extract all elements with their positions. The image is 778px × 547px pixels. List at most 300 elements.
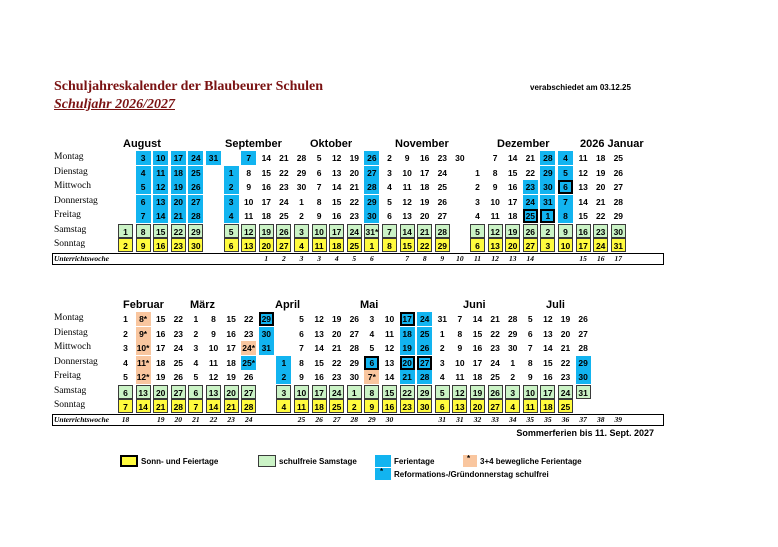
calendar-day-cell: 8	[558, 209, 573, 223]
calendar-day-cell: 18	[595, 153, 606, 163]
teaching-week-number: 17	[614, 253, 623, 263]
teaching-week-number: 3	[317, 253, 321, 263]
teaching-week-number: 31	[438, 414, 447, 424]
weekday-label: Samstag	[54, 224, 87, 235]
calendar-day-cell: 5	[470, 224, 485, 238]
calendar-day-cell: 14	[384, 372, 395, 382]
teaching-week-number: 14	[526, 253, 535, 263]
calendar-day-cell: 21	[525, 153, 536, 163]
teaching-week-number: 28	[350, 414, 359, 424]
legend-label-reformation: Reformations-/Gründonnerstag schulfrei	[394, 470, 549, 479]
legend-mark-bewegliche: *	[467, 454, 471, 463]
weekday-label: Donnerstag	[54, 356, 98, 367]
calendar-day-cell: 1	[224, 166, 239, 180]
calendar-day-cell: 12	[452, 385, 467, 399]
calendar-day-cell: 26	[613, 167, 624, 178]
calendar-day-cell: 27	[578, 328, 588, 339]
calendar-day-cell: 4	[193, 357, 199, 368]
calendar-day-cell: 26	[349, 314, 360, 324]
calendar-day-cell: 20	[470, 399, 485, 413]
calendar-day-cell: 22	[349, 196, 360, 207]
calendar-day-cell: 14	[314, 343, 324, 353]
calendar-day-cell: 24	[329, 385, 344, 399]
calendar-day-cell: 19	[470, 385, 485, 399]
calendar-day-cell: 25*	[242, 357, 256, 368]
calendar-day-cell: 8	[364, 385, 379, 399]
calendar-day-cell: 8	[246, 167, 252, 178]
calendar-day-cell: 3	[193, 343, 199, 353]
teaching-week-number: 8	[422, 253, 427, 263]
calendar-day-cell: 7	[316, 182, 322, 192]
calendar-day-cell: 23	[593, 224, 608, 238]
calendar-day-cell: 20	[153, 385, 168, 399]
calendar-day-cell: 12	[314, 314, 324, 324]
calendar-day-cell: 17	[540, 385, 555, 399]
calendar-day-cell: 7	[241, 151, 256, 165]
calendar-day-cell: 24	[490, 357, 500, 368]
calendar-day-cell: 10	[490, 196, 500, 207]
calendar-day-cell: 2	[118, 238, 133, 252]
calendar-day-cell: 18	[171, 166, 186, 180]
calendar-day-cell: 16	[226, 328, 236, 339]
calendar-day-cell: 19	[171, 180, 186, 194]
calendar-day-cell: 15	[226, 314, 236, 324]
calendar-day-cell: 27	[241, 385, 256, 399]
calendar-day-cell: 7	[558, 195, 573, 209]
calendar-day-cell: 11*	[136, 357, 150, 368]
calendar-day-cell: 2	[475, 182, 480, 192]
calendar-day-cell: 22	[331, 357, 342, 368]
calendar-day-cell: 16	[507, 182, 518, 192]
calendar-day-cell: 12	[488, 224, 503, 238]
teaching-week-number: 10	[456, 253, 464, 263]
calendar-day-cell: 2	[224, 180, 239, 194]
grid-line	[52, 253, 53, 265]
calendar-day-cell: 27	[613, 182, 624, 192]
month-label: Dezember	[497, 138, 550, 150]
calendar-day-cell: 10	[153, 151, 168, 165]
calendar-day-cell: 1	[276, 356, 291, 370]
calendar-day-cell: 23	[523, 180, 538, 194]
teaching-week-number: 11	[473, 253, 482, 263]
calendar-day-cell: 22	[525, 167, 536, 178]
calendar-day-cell: 30	[417, 399, 432, 413]
calendar-day-cell: 28	[540, 151, 555, 165]
calendar-day-cell: 24	[593, 238, 608, 252]
calendar-day-cell: 2	[123, 328, 128, 339]
calendar-day-cell: 31*	[364, 224, 379, 238]
teaching-week-number: 18	[121, 414, 130, 424]
teaching-week-number: 35	[526, 414, 535, 424]
grid-line	[52, 425, 664, 426]
teaching-week-number: 37	[579, 414, 587, 424]
calendar-day-cell: 27	[364, 166, 379, 180]
calendar-day-cell: 30	[364, 209, 379, 223]
calendar-day-cell: 30	[455, 153, 465, 163]
calendar-day-cell: 18	[312, 399, 327, 413]
calendar-day-cell: 26	[243, 372, 254, 382]
calendar-day-cell: 29	[613, 211, 624, 221]
calendar-day-cell: 17	[226, 343, 236, 353]
month-label: Februar	[123, 299, 164, 311]
weekday-label: Sonntag	[54, 239, 86, 249]
calendar-day-cell: 31	[611, 238, 626, 252]
calendar-day-cell: 23	[173, 328, 184, 339]
calendar-day-cell: 4	[505, 399, 520, 413]
teaching-week-number: 19	[156, 414, 165, 424]
calendar-day-cell: 2	[439, 343, 445, 353]
calendar-day-cell: 26	[173, 372, 184, 382]
calendar-day-cell: 28	[507, 314, 518, 324]
calendar-day-cell: 18	[540, 399, 555, 413]
calendar-day-cell: 31	[576, 385, 591, 399]
weekday-label: Donnerstag	[54, 195, 98, 206]
calendar-day-cell: 14	[472, 314, 483, 324]
calendar-day-cell: 13	[488, 238, 503, 252]
calendar-day-cell: 11	[402, 182, 412, 192]
calendar-day-cell: 24*	[242, 343, 256, 353]
calendar-day-cell: 26	[578, 314, 588, 324]
weekday-label: Sonntag	[54, 400, 86, 410]
calendar-day-cell: 23	[400, 399, 415, 413]
calendar-day-cell: 30	[296, 182, 307, 192]
calendar-day-cell: 27	[523, 238, 538, 252]
calendar-day-cell: 5	[435, 385, 450, 399]
calendar-day-cell: 16	[472, 343, 483, 353]
calendar-day-cell: 9	[492, 182, 498, 192]
calendar-day-cell: 1	[123, 314, 128, 324]
month-label: Juli	[546, 299, 565, 311]
teaching-week-number: 15	[579, 253, 587, 263]
calendar-day-cell: 11	[385, 328, 394, 339]
calendar-day-cell: 4	[224, 209, 239, 223]
calendar-day-cell: 13	[543, 328, 553, 339]
calendar-day-cell: 11	[312, 238, 327, 252]
calendar-day-cell: 8	[299, 357, 304, 368]
calendar-day-cell: 11	[455, 372, 465, 382]
calendar-day-cell: 16	[382, 399, 397, 413]
calendar-day-cell: 21	[331, 343, 342, 353]
calendar-day-cell: 29	[576, 356, 591, 370]
calendar-day-cell: 19	[349, 153, 360, 163]
calendar-day-cell: 12	[241, 224, 256, 238]
calendar-day-cell: 15	[507, 167, 518, 178]
teaching-week-number: 20	[174, 414, 183, 424]
calendar-day-cell: 7*	[364, 370, 379, 384]
calendar-day-cell: 13	[402, 211, 412, 221]
calendar-day-cell: 13	[241, 238, 256, 252]
calendar-day-cell: 24	[188, 151, 203, 165]
calendar-day-cell: 5	[136, 180, 151, 194]
calendar-day-cell: 19	[259, 224, 274, 238]
calendar-day-cell: 15	[400, 238, 415, 252]
calendar-day-cell: 8*	[136, 312, 151, 326]
calendar-day-cell: 13	[153, 195, 168, 209]
calendar-day-cell: 16	[314, 372, 324, 382]
calendar-day-cell: 9	[136, 238, 151, 252]
calendar-day-cell: 17	[261, 196, 272, 207]
calendar-day-cell: 24	[523, 195, 538, 209]
calendar-day-cell: 24	[437, 167, 448, 178]
calendar-day-cell: 15	[153, 224, 168, 238]
calendar-day-cell: 26	[488, 385, 503, 399]
calendar-day-cell: 15	[261, 167, 272, 178]
calendar-day-cell: 23	[331, 372, 342, 382]
calendar-day-cell: 15	[382, 385, 397, 399]
calendar-day-cell: 17	[400, 312, 415, 326]
teaching-week-number: 35	[544, 414, 552, 424]
calendar-day-cell: 27	[437, 211, 448, 221]
calendar-day-cell: 11	[523, 399, 538, 413]
calendar-day-cell: 3	[294, 224, 309, 238]
calendar-day-cell: 13	[578, 182, 588, 192]
calendar-day-cell: 19	[400, 341, 415, 355]
weekday-label: Samstag	[54, 385, 87, 396]
calendar-day-cell: 31	[206, 151, 221, 165]
month-label: September	[225, 138, 282, 150]
calendar-day-cell: 17	[155, 343, 166, 353]
calendar-day-cell: 10	[558, 238, 573, 252]
calendar-day-cell: 6	[527, 328, 533, 339]
teaching-week-number: 33	[491, 414, 499, 424]
calendar-day-cell: 1	[118, 224, 133, 238]
calendar-day-cell: 9	[211, 328, 216, 339]
calendar-day-cell: 24	[173, 343, 184, 353]
calendar-day-cell: 7	[382, 224, 397, 238]
calendar-day-cell: 22	[400, 385, 415, 399]
calendar-day-cell: 6	[188, 385, 203, 399]
calendar-day-cell: 19	[155, 372, 166, 382]
calendar-day-cell: 4	[294, 238, 309, 252]
calendar-day-cell: 22	[417, 238, 432, 252]
calendar-day-cell: 10	[243, 196, 254, 207]
calendar-day-cell: 5	[387, 196, 392, 207]
calendar-day-cell: 23	[279, 182, 289, 192]
calendar-day-cell: 17	[507, 196, 518, 207]
calendar-day-cell: 1	[364, 238, 379, 252]
calendar-day-cell: 17	[312, 385, 327, 399]
calendar-day-cell: 2	[387, 153, 392, 163]
calendar-day-cell: 21	[349, 182, 360, 192]
calendar-day-cell: 4	[276, 399, 291, 413]
teaching-week-number: 32	[473, 414, 482, 424]
calendar-day-cell: 19	[505, 224, 520, 238]
calendar-day-cell: 6	[364, 356, 379, 370]
calendar-day-cell: 3	[540, 238, 555, 252]
calendar-day-cell: 25	[437, 182, 448, 192]
legend-label-ferientage: Ferientage	[394, 457, 435, 466]
teaching-week-number: 31	[456, 414, 464, 424]
calendar-day-cell: 26	[437, 196, 448, 207]
month-label: März	[190, 299, 216, 311]
calendar-day-cell: 21	[400, 370, 415, 384]
calendar-day-cell: 17	[171, 151, 186, 165]
calendar-day-cell: 28	[171, 399, 186, 413]
calendar-day-cell: 4	[439, 372, 445, 382]
teaching-week-number: 24	[244, 414, 253, 424]
calendar-day-cell: 28	[435, 224, 450, 238]
teaching-week-number: 3	[299, 253, 304, 263]
calendar-day-cell: 21	[417, 224, 432, 238]
calendar-day-cell: 14	[206, 399, 221, 413]
month-label: April	[275, 299, 301, 311]
calendar-day-cell: 26	[523, 224, 538, 238]
calendar-day-cell: 26	[417, 341, 432, 355]
calendar-day-cell: 7	[118, 399, 133, 413]
calendar-day-cell: 12*	[136, 372, 150, 382]
calendar-day-cell: 30	[576, 370, 591, 384]
calendar-day-cell: 30	[540, 180, 555, 194]
calendar-day-cell: 9*	[136, 327, 151, 341]
calendar-day-cell: 26	[188, 180, 203, 194]
teaching-week-number: 4	[334, 253, 339, 263]
calendar-day-cell: 11	[209, 357, 218, 368]
calendar-day-cell: 10	[312, 224, 327, 238]
calendar-day-cell: 28	[188, 209, 203, 223]
calendar-day-cell: 7	[136, 209, 151, 223]
calendar-day-cell: 14	[331, 182, 342, 192]
calendar-day-cell: 19	[595, 167, 606, 178]
calendar-day-cell: 3	[439, 357, 445, 368]
legend-label-bewegliche: 3+4 bewegliche Ferientage	[480, 457, 582, 466]
calendar-day-cell: 21	[224, 399, 239, 413]
calendar-day-cell: 17	[329, 224, 344, 238]
calendar-day-cell: 8	[457, 328, 463, 339]
calendar-day-cell: 8	[492, 167, 498, 178]
calendar-day-cell: 6	[136, 195, 151, 209]
calendar-day-cell: 5	[299, 314, 304, 324]
calendar-day-cell: 9	[364, 399, 379, 413]
calendar-day-cell: 16	[331, 211, 342, 221]
school-year-subtitle: Schuljahr 2026/2027	[54, 97, 175, 112]
calendar-day-cell: 10	[208, 343, 219, 353]
calendar-day-cell: 21	[595, 196, 606, 207]
legend-label-feiertage: Sonn- und Feiertage	[141, 457, 219, 466]
teaching-week-number: 7	[405, 253, 409, 263]
calendar-day-cell: 30	[188, 238, 203, 252]
calendar-day-cell: 21	[171, 209, 186, 223]
calendar-day-cell: 25	[523, 209, 538, 223]
teaching-week-number: 23	[227, 414, 235, 424]
calendar-day-cell: 4	[387, 182, 392, 192]
teaching-week-number: 39	[614, 414, 623, 424]
calendar-day-cell: 9	[404, 153, 410, 163]
calendar-day-cell: 20	[259, 238, 274, 252]
calendar-day-cell: 15	[472, 328, 483, 339]
calendar-day-cell: 5	[316, 153, 322, 163]
calendar-day-cell: 10	[523, 385, 538, 399]
calendar-day-cell: 14	[261, 153, 272, 163]
calendar-day-cell: 30	[507, 343, 518, 353]
calendar-day-cell: 3	[505, 385, 520, 399]
calendar-day-cell: 18	[400, 327, 415, 341]
calendar-day-cell: 12	[578, 167, 588, 178]
calendar-day-cell: 3	[224, 195, 239, 209]
calendar-day-cell: 12	[402, 196, 412, 207]
calendar-day-cell: 4	[123, 357, 128, 368]
teaching-week-number: 6	[370, 253, 374, 263]
calendar-day-cell: 5	[224, 224, 239, 238]
weekday-label: Freitag	[54, 210, 81, 220]
calendar-day-cell: 12	[543, 314, 553, 324]
calendar-day-cell: 11	[153, 166, 168, 180]
calendar-day-cell: 4	[475, 211, 480, 221]
calendar-day-cell: 23	[437, 153, 448, 163]
calendar-day-cell: 24	[347, 224, 362, 238]
calendar-day-cell: 28	[417, 370, 432, 384]
calendar-day-cell: 21	[490, 314, 500, 324]
calendar-day-cell: 23	[243, 328, 254, 339]
legend-swatch-samstage	[258, 455, 276, 467]
month-label: August	[123, 138, 161, 150]
calendar-day-cell: 14	[578, 196, 588, 207]
calendar-day-cell: 8	[382, 238, 397, 252]
calendar-day-cell: 5	[558, 166, 573, 180]
calendar-day-cell: 1	[347, 385, 362, 399]
calendar-day-cell: 23	[171, 238, 186, 252]
calendar-day-cell: 8	[136, 224, 151, 238]
calendar-day-cell: 18	[472, 372, 483, 382]
weekday-label: Montag	[54, 152, 84, 162]
calendar-day-cell: 18	[329, 238, 344, 252]
calendar-day-cell: 16	[155, 328, 166, 339]
calendar-day-cell: 13	[136, 385, 151, 399]
calendar-day-cell: 11	[244, 211, 254, 221]
calendar-day-cell: 16	[419, 153, 430, 163]
calendar-day-cell: 5	[369, 343, 375, 353]
calendar-day-cell: 27	[349, 328, 360, 339]
teaching-week-label: Unterrichtswoche	[54, 253, 110, 263]
calendar-day-cell: 29	[417, 385, 432, 399]
calendar-day-cell: 16	[261, 182, 272, 192]
calendar-day-cell: 23	[490, 343, 500, 353]
calendar-day-cell: 25	[173, 357, 184, 368]
calendar-day-cell: 29	[259, 312, 274, 326]
calendar-day-cell: 14	[153, 209, 168, 223]
month-label: November	[395, 138, 449, 150]
grid-line	[52, 264, 664, 265]
calendar-day-cell: 20	[331, 328, 342, 339]
calendar-day-cell: 15	[155, 314, 166, 324]
calendar-day-cell: 20	[595, 182, 606, 192]
calendar-day-cell: 2	[193, 328, 199, 339]
teaching-week-number: 21	[192, 414, 200, 424]
teaching-week-number: 9	[440, 253, 445, 263]
calendar-day-cell: 24	[417, 312, 432, 326]
calendar-day-cell: 1	[439, 328, 445, 339]
calendar-day-cell: 4	[136, 166, 151, 180]
teaching-week-label: Unterrichtswoche	[54, 414, 110, 424]
calendar-day-cell: 1	[510, 357, 516, 368]
calendar-day-cell: 28	[296, 153, 307, 163]
calendar-day-cell: 6	[558, 180, 573, 194]
calendar-day-cell: 25	[347, 238, 362, 252]
calendar-day-cell: 4	[369, 328, 375, 339]
calendar-day-cell: 5	[193, 372, 199, 382]
month-label: Oktober	[310, 138, 353, 150]
calendar-day-cell: 29	[364, 195, 379, 209]
calendar-day-cell: 19	[419, 196, 430, 207]
calendar-day-cell: 21	[560, 343, 571, 353]
calendar-day-cell: 8	[211, 314, 216, 324]
calendar-day-cell: 19	[331, 314, 342, 324]
calendar-day-cell: 17	[419, 167, 430, 178]
calendar-day-cell: 17	[472, 357, 483, 368]
calendar-day-cell: 14	[507, 153, 518, 163]
calendar-day-cell: 24	[279, 196, 289, 207]
summer-holiday-note: Sommerferien bis 11. Sept. 2027	[516, 428, 654, 438]
calendar-day-cell: 27	[171, 385, 186, 399]
